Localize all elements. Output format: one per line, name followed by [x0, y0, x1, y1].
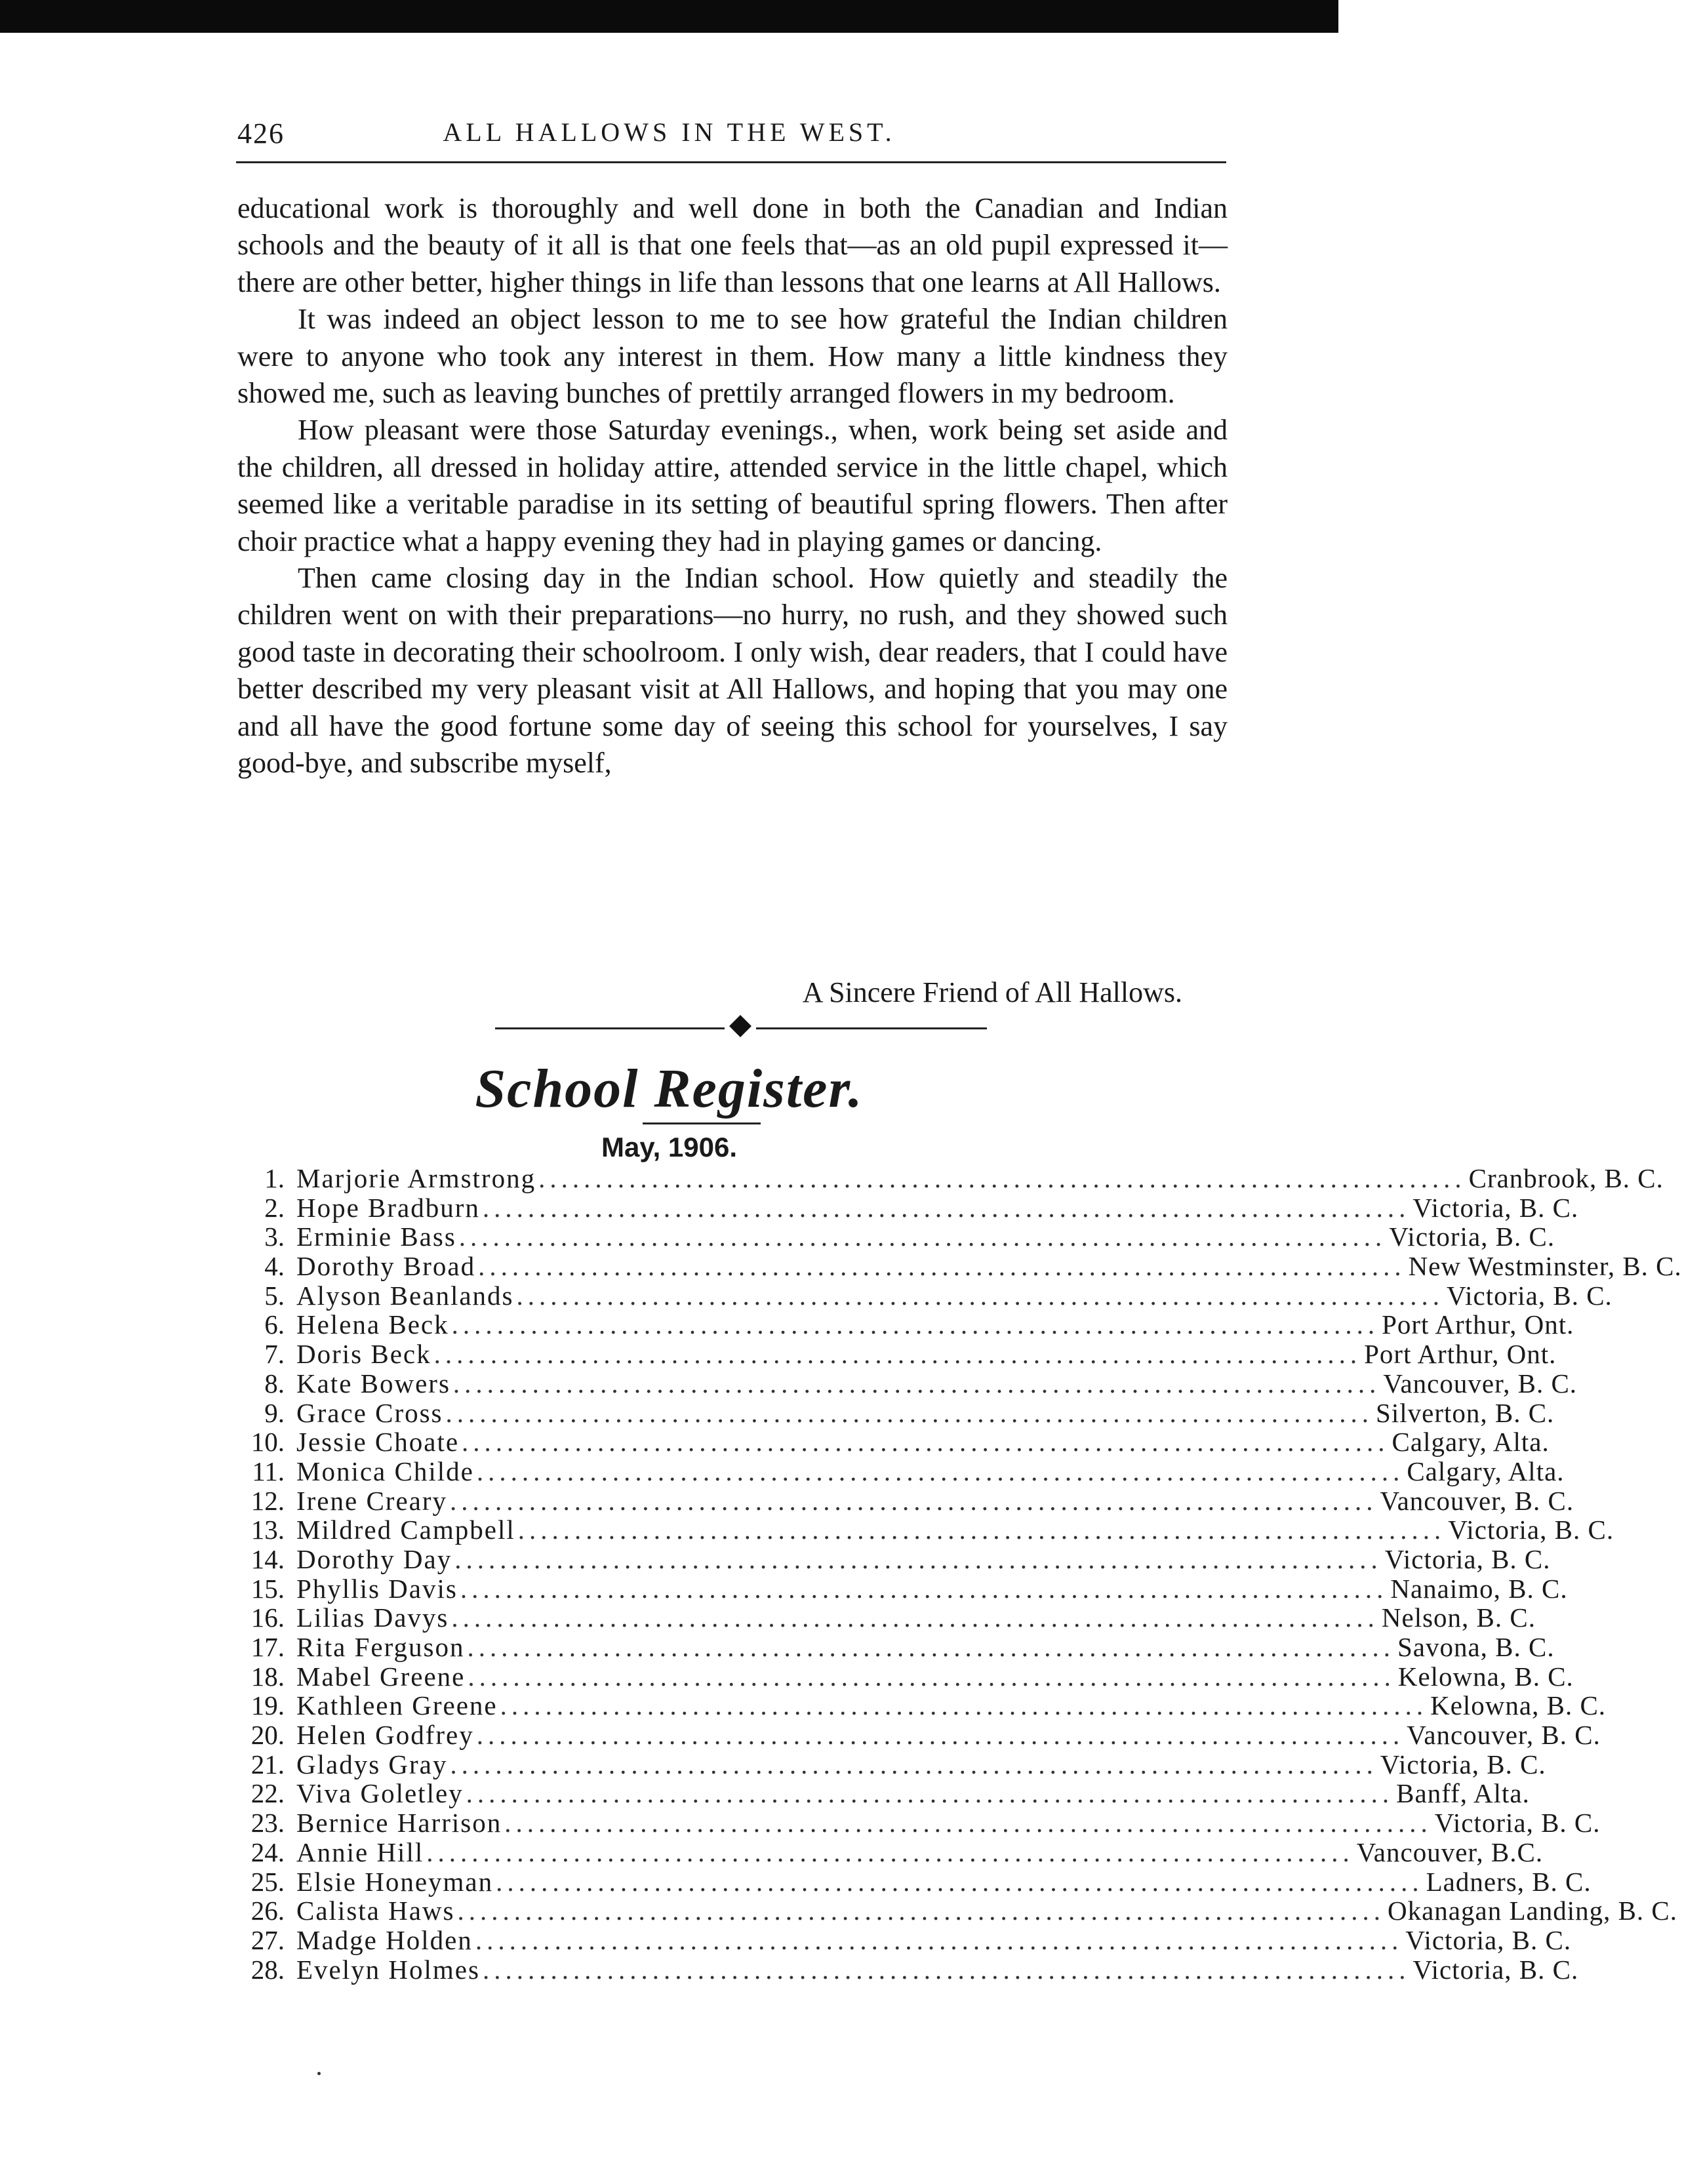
entry-number: 19. [250, 1690, 285, 1721]
entry-number: 18. [250, 1661, 285, 1692]
entry-number: 15. [250, 1573, 285, 1604]
register-entry [230, 1427, 1550, 1458]
entry-number: 12. [250, 1485, 285, 1516]
student-hometown: Victoria, B. C. [1448, 1515, 1614, 1545]
register-entry [230, 1690, 1607, 1721]
dot-leader: .................................................................................. [445, 1397, 1374, 1428]
student-hometown: Banff, Alta. [1396, 1778, 1530, 1809]
register-entry [230, 1924, 1572, 1955]
student-hometown: Vancouver, B. C. [1407, 1720, 1601, 1751]
student-name: Viva Goletley [296, 1778, 464, 1809]
dot-leader: .................................................................................. [516, 1280, 1444, 1311]
student-hometown: Calgary, Alta. [1392, 1427, 1550, 1458]
register-entry [230, 1778, 1530, 1809]
student-hometown: Cranbrook, B. C. [1468, 1163, 1664, 1193]
student-name: Phyllis Davis [296, 1573, 458, 1604]
paragraph: It was indeed an object lesson to me to see how grateful the Indian children were to anyone who took any interest in them. How many a little kindness they showed me, such as leaving bunches of prettily arranged flowers in my bedroom. [237, 303, 1228, 410]
register-entry [230, 1456, 1565, 1486]
dot-leader: .................................................................................. [450, 1485, 1378, 1516]
register-entry [230, 1837, 1544, 1867]
running-title: ALL HALLOWS IN THE WEST. [443, 117, 896, 147]
student-name: Elsie Honeyman [296, 1866, 494, 1897]
student-hometown: Victoria, B. C. [1447, 1280, 1612, 1311]
dot-leader: .................................................................................. [462, 1427, 1390, 1458]
entry-number: 22. [250, 1778, 285, 1809]
dot-leader: .................................................................................. [476, 1720, 1405, 1751]
entry-number: 26. [250, 1896, 285, 1926]
register-entry [230, 1485, 1574, 1516]
scan-speck [317, 2072, 321, 2075]
paragraph: educational work is thoroughly and well done in both the Canadian and Indian schools and the beauty of it all is that one feels that—as an old pupil expressed it—there are other better, higher things in life than lessons that one learns at All Hallows. [237, 192, 1228, 298]
register-date: May, 1906. [601, 1132, 738, 1162]
student-hometown: Victoria, B. C. [1384, 1543, 1551, 1574]
dot-leader: .................................................................................. [466, 1778, 1394, 1809]
title-underline [643, 1122, 761, 1124]
scan-top-border [0, 0, 1338, 33]
dot-leader: .................................................................................. [482, 1954, 1411, 1985]
dot-leader: .................................................................................. [433, 1339, 1362, 1370]
student-hometown: Silverton, B. C. [1376, 1397, 1555, 1428]
register-entry [230, 1251, 1682, 1282]
student-hometown: Port Arthur, Ont. [1382, 1309, 1574, 1340]
student-hometown: Calgary, Alta. [1407, 1456, 1565, 1486]
student-name: Rita Ferguson [296, 1632, 465, 1662]
paragraph: Then came closing day in the Indian school. How quietly and steadily the children went on with their preparations—no hurry, no rush, and they showed such good taste in decorating their schoolroom. I only wish, dear readers, that I could have better described my very pleasant visit at All Hallows, and hoping that you may one and all have the good fortune some day of seeing this school for yourselves, I say good-bye, and subscribe myself, [237, 562, 1228, 780]
student-name: Gladys Gray [296, 1749, 448, 1779]
register-entry [230, 1661, 1574, 1692]
student-hometown: Nanaimo, B. C. [1390, 1573, 1568, 1604]
student-hometown: Victoria, B. C. [1412, 1192, 1579, 1223]
diamond-icon [729, 1015, 751, 1037]
dot-leader: .................................................................................. [458, 1221, 1387, 1252]
student-hometown: Victoria, B. C. [1412, 1954, 1579, 1985]
entry-number: 1. [264, 1163, 285, 1193]
divider-line-right [756, 1027, 987, 1029]
student-name: Kathleen Greene [296, 1690, 498, 1721]
student-name: Annie Hill [296, 1837, 424, 1867]
dot-leader: .................................................................................. [457, 1896, 1385, 1926]
register-entry [230, 1632, 1555, 1662]
student-name: Alyson Beanlands [296, 1280, 514, 1311]
dot-leader: .................................................................................. [476, 1456, 1405, 1486]
register-entry [230, 1896, 1678, 1926]
signature-line: A Sincere Friend of All Hallows. [802, 976, 1182, 1008]
dot-leader: .................................................................................. [475, 1924, 1403, 1955]
register-entry [230, 1163, 1664, 1193]
entry-number: 25. [250, 1866, 285, 1897]
register-entry [230, 1368, 1578, 1399]
entry-number: 10. [250, 1427, 285, 1458]
register-entry [230, 1543, 1551, 1574]
entry-number: 4. [264, 1251, 285, 1282]
register-entry [230, 1602, 1536, 1633]
dot-leader: .................................................................................. [496, 1866, 1424, 1897]
dot-leader: .................................................................................. [538, 1163, 1466, 1193]
student-hometown: Port Arthur, Ont. [1364, 1339, 1557, 1370]
header-rule [236, 161, 1226, 163]
entry-number: 6. [264, 1309, 285, 1340]
dot-leader: .................................................................................. [451, 1602, 1379, 1633]
entry-number: 2. [264, 1192, 285, 1223]
dot-leader: .................................................................................. [460, 1573, 1388, 1604]
section-divider-ornament [495, 1015, 987, 1041]
student-name: Calista Haws [296, 1896, 455, 1926]
student-hometown: Vancouver, B. C. [1383, 1368, 1578, 1399]
student-hometown: Victoria, B. C. [1380, 1749, 1546, 1779]
entry-number: 8. [264, 1368, 285, 1399]
student-name: Dorothy Broad [296, 1251, 476, 1282]
entry-number: 13. [250, 1515, 285, 1545]
entry-number: 3. [264, 1221, 285, 1252]
section-title: School Register. [475, 1058, 864, 1119]
entry-number: 21. [250, 1749, 285, 1779]
student-name: Kate Bowers [296, 1368, 451, 1399]
dot-leader: .................................................................................. [467, 1632, 1395, 1662]
school-register-list [230, 1163, 1682, 1985]
register-entry [230, 1808, 1601, 1838]
dot-leader: .................................................................................. [452, 1368, 1381, 1399]
register-entry [230, 1221, 1555, 1252]
student-hometown: Vancouver, B. C. [1380, 1485, 1574, 1516]
student-hometown: Nelson, B. C. [1381, 1602, 1536, 1633]
entry-number: 16. [250, 1602, 285, 1633]
student-name: Erminie Bass [296, 1221, 456, 1252]
student-name: Jessie Choate [296, 1427, 460, 1458]
student-name: Monica Childe [296, 1456, 474, 1486]
student-name: Marjorie Armstrong [296, 1163, 536, 1193]
student-name: Helen Godfrey [296, 1720, 474, 1751]
student-hometown: Kelowna, B. C. [1397, 1661, 1574, 1692]
dot-leader: .................................................................................. [468, 1661, 1395, 1692]
register-entry [230, 1515, 1614, 1545]
student-hometown: Vancouver, B.C. [1356, 1837, 1544, 1867]
student-hometown: Kelowna, B. C. [1430, 1690, 1607, 1721]
student-name: Helena Beck [296, 1309, 449, 1340]
dot-leader: .................................................................................. [517, 1515, 1446, 1545]
dot-leader: .................................................................................. [482, 1192, 1411, 1223]
student-name: Evelyn Holmes [296, 1954, 480, 1985]
student-name: Dorothy Day [296, 1543, 452, 1574]
student-hometown: Okanagan Landing, B. C. [1388, 1896, 1678, 1926]
student-name: Irene Creary [296, 1485, 448, 1516]
register-entry [230, 1397, 1555, 1428]
dot-leader: .................................................................................. [451, 1309, 1380, 1340]
entry-number: 7. [264, 1339, 285, 1370]
paragraph: How pleasant were those Saturday evenings., when, work being set aside and the children, all dressed in holiday attire, attended service in the little chapel, which seemed like a veritable paradise in its setting of beautiful spring flowers. Then after choir practice what a happy evening they had in playing games or dancing. [237, 414, 1228, 557]
student-name: Doris Beck [296, 1339, 431, 1370]
entry-number: 28. [250, 1954, 285, 1985]
dot-leader: .................................................................................. [500, 1690, 1428, 1721]
student-name: Madge Holden [296, 1924, 473, 1955]
student-hometown: Victoria, B. C. [1405, 1924, 1572, 1955]
student-name: Bernice Harrison [296, 1808, 502, 1838]
register-entry [230, 1866, 1592, 1897]
student-name: Mabel Greene [296, 1661, 466, 1692]
entry-number: 24. [250, 1837, 285, 1867]
student-hometown: Victoria, B. C. [1389, 1221, 1555, 1252]
entry-number: 9. [264, 1397, 285, 1428]
entry-number: 14. [250, 1543, 285, 1574]
entry-number: 20. [250, 1720, 285, 1751]
dot-leader: .................................................................................. [450, 1749, 1378, 1779]
page-number: 426 [237, 117, 285, 149]
register-entry [230, 1309, 1574, 1340]
entry-number: 17. [250, 1632, 285, 1662]
entry-number: 5. [264, 1280, 285, 1311]
register-entry [230, 1339, 1557, 1370]
dot-leader: .................................................................................. [478, 1251, 1406, 1282]
dot-leader: .................................................................................. [504, 1808, 1432, 1838]
register-entry [230, 1749, 1546, 1779]
register-entry [230, 1720, 1601, 1751]
divider-line-left [495, 1027, 725, 1029]
student-name: Hope Bradburn [296, 1192, 480, 1223]
entry-number: 11. [252, 1456, 285, 1486]
student-hometown: Savona, B. C. [1397, 1632, 1555, 1662]
register-entry [230, 1192, 1579, 1223]
register-entry [230, 1573, 1568, 1604]
student-name: Lilias Davys [296, 1602, 449, 1633]
entry-number: 27. [250, 1924, 285, 1955]
student-name: Mildred Campbell [296, 1515, 515, 1545]
register-entry [230, 1280, 1612, 1311]
student-hometown: Ladners, B. C. [1426, 1866, 1592, 1897]
student-hometown: Victoria, B. C. [1434, 1808, 1601, 1838]
dot-leader: .................................................................................. [426, 1837, 1354, 1867]
register-entry [230, 1954, 1579, 1985]
student-hometown: New Westminster, B. C. [1408, 1251, 1682, 1282]
student-name: Grace Cross [296, 1397, 443, 1428]
entry-number: 23. [250, 1808, 285, 1838]
article-body [237, 190, 1228, 782]
dot-leader: .................................................................................. [454, 1543, 1382, 1574]
